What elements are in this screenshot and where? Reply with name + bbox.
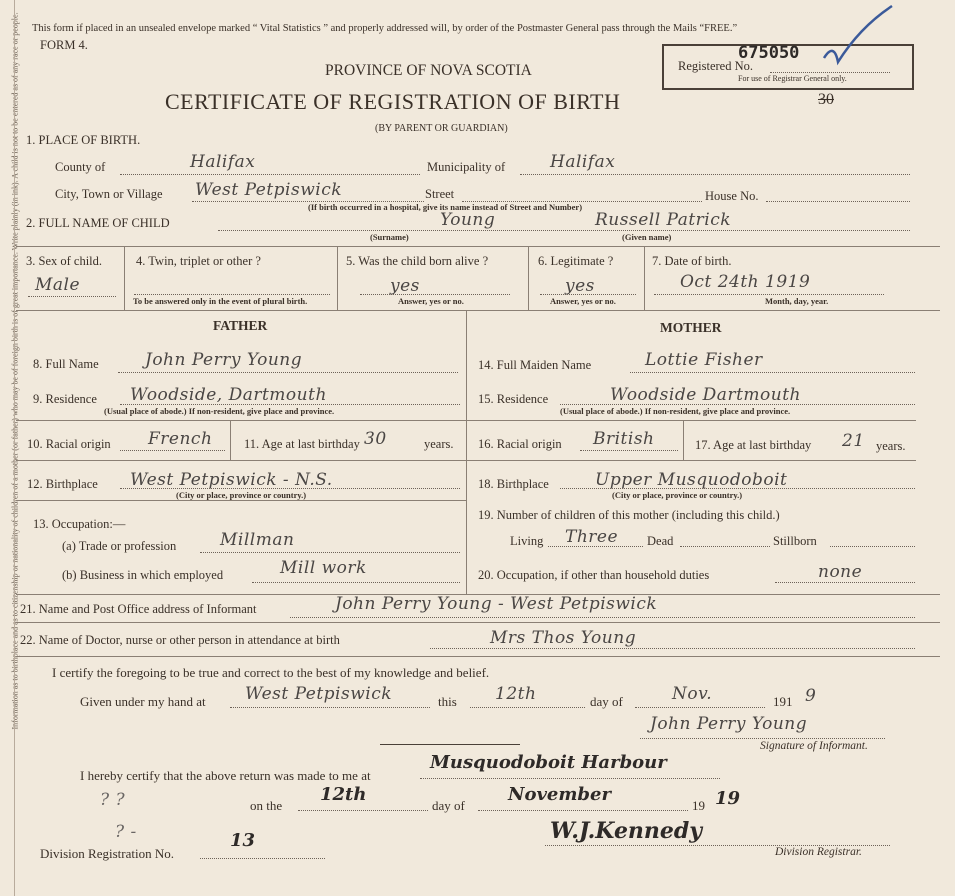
father-age: 30 xyxy=(364,429,387,449)
father-residence-note: (Usual place of abode.) If non-resident, give place and province. xyxy=(104,406,335,416)
registrar-text: I hereby certify that the above return was made to me at xyxy=(80,768,371,783)
child-surname: Young xyxy=(440,210,496,230)
checkmark-icon xyxy=(820,2,895,72)
business-value: Mill work xyxy=(280,558,367,578)
mother-birthplace-label: 18. Birthplace xyxy=(478,477,549,491)
registrar-label: Division Registrar. xyxy=(775,846,862,858)
mother-racial-label: 16. Racial origin xyxy=(478,437,562,451)
father-racial: French xyxy=(148,429,213,449)
municipality-label: Municipality of xyxy=(427,160,506,174)
legitimate-label: 6. Legitimate ? xyxy=(538,254,614,268)
mother-age-years: years. xyxy=(876,439,906,453)
mother-racial: British xyxy=(593,429,655,449)
occupation-label: 13. Occupation:— xyxy=(33,517,126,531)
division-mark: ? - xyxy=(115,822,137,842)
registrar-mark: ? ? xyxy=(100,790,126,810)
given-month: Nov. xyxy=(672,684,713,704)
father-residence-label: 9. Residence xyxy=(33,392,97,406)
father-birthplace: West Petpiswick - N.S. xyxy=(130,470,333,490)
page-title: CERTIFICATE OF REGISTRATION OF BIRTH xyxy=(165,89,621,114)
sex-value: Male xyxy=(35,275,81,295)
given-note: (Given name) xyxy=(622,232,672,242)
given-day-of: day of xyxy=(590,694,623,709)
child-name-label: 2. FULL NAME OF CHILD xyxy=(26,216,170,230)
mother-residence-label: 15. Residence xyxy=(478,392,549,406)
mother-occupation: none xyxy=(818,562,863,582)
date-label: 7. Date of birth. xyxy=(652,254,732,268)
father-birthplace-note: (City or place, province or country.) xyxy=(176,490,307,500)
mother-birthplace: Upper Musquodoboit xyxy=(595,470,788,490)
informant-signature: John Perry Young xyxy=(650,714,808,734)
mother-birthplace-note: (City or place, province or country.) xyxy=(612,490,743,500)
street-label: Street xyxy=(425,187,455,201)
registered-number: 675050 xyxy=(738,43,800,63)
division-label: Division Registration No. xyxy=(40,846,174,861)
county-label: County of xyxy=(55,160,106,174)
given-day: 12th xyxy=(495,684,537,704)
registrar-year-suffix: 19 xyxy=(715,788,741,809)
informant-signature-label: Signature of Informant. xyxy=(760,740,868,752)
sex-label: 3. Sex of child. xyxy=(26,254,103,268)
doctor-value: Mrs Thos Young xyxy=(490,628,637,648)
father-racial-label: 10. Racial origin xyxy=(27,437,111,451)
registrar-signature: W.J.Kennedy xyxy=(550,818,703,844)
given-place: West Petpiswick xyxy=(245,684,393,704)
registrar-on-label: on the xyxy=(250,798,283,813)
twin-note: To be answered only in the event of plural birth. xyxy=(133,296,308,306)
registrar-day-of: day of xyxy=(432,798,465,813)
stillborn-label: Stillborn xyxy=(773,534,817,548)
mother-children-label: 19. Number of children of this mother (including this child.) xyxy=(478,508,780,522)
alive-value: yes xyxy=(390,276,420,296)
informant-value: John Perry Young - West Petpiswick xyxy=(335,594,658,614)
registrar-day: 12th xyxy=(320,784,367,805)
informant-label: 21. Name and Post Office address of Informant xyxy=(20,602,257,616)
twin-label: 4. Twin, triplet or other ? xyxy=(136,254,261,268)
legitimate-value: yes xyxy=(565,276,595,296)
date-value: Oct 24th 1919 xyxy=(680,272,811,292)
struck-number: 30 xyxy=(818,91,834,108)
father-name: John Perry Young xyxy=(145,350,303,370)
father-age-years: years. xyxy=(424,437,454,451)
registered-label: Registered No. xyxy=(678,59,753,73)
city-label: City, Town or Village xyxy=(55,187,163,201)
house-label: House No. xyxy=(705,189,759,203)
county-value: Halifax xyxy=(190,152,256,172)
page-subtitle: (BY PARENT OR GUARDIAN) xyxy=(375,123,508,134)
side-note: Information as to birthplace and as to citizenship or nationality of children of a mother (or father) who may be of foreign birth is of great importance. Write plainly (in ink). A child is not to be entered as of any race or people. xyxy=(10,12,20,730)
mother-residence: Woodside Dartmouth xyxy=(610,385,801,405)
business-label: (b) Business in which employed xyxy=(62,568,224,582)
given-label: Given under my hand at xyxy=(80,694,206,709)
alive-note: Answer, yes or no. xyxy=(398,296,464,306)
trade-label: (a) Trade or profession xyxy=(62,539,177,553)
legitimate-note: Answer, yes or no. xyxy=(550,296,616,306)
form-number: FORM 4. xyxy=(40,38,88,52)
father-name-label: 8. Full Name xyxy=(33,357,99,371)
given-this: this xyxy=(438,694,457,709)
trade-value: Millman xyxy=(220,530,295,550)
alive-label: 5. Was the child born alive ? xyxy=(346,254,489,268)
mother-name: Lottie Fisher xyxy=(645,350,763,370)
living-value: Three xyxy=(565,527,619,547)
mother-age: 21 xyxy=(842,431,865,451)
given-year-digit: 9 xyxy=(805,686,817,706)
surname-note: (Surname) xyxy=(370,232,409,242)
registrar-place: Musquodoboit Harbour xyxy=(430,752,667,773)
father-residence: Woodside, Dartmouth xyxy=(130,385,327,405)
doctor-label: 22. Name of Doctor, nurse or other person in attendance at birth xyxy=(20,633,340,647)
mother-name-label: 14. Full Maiden Name xyxy=(478,358,592,372)
street-note: (If birth occurred in a hospital, give its name instead of Street and Number) xyxy=(308,202,583,212)
father-age-label: 11. Age at last birthday xyxy=(244,437,360,451)
given-year-prefix: 191 xyxy=(773,694,793,709)
child-given-name: Russell Patrick xyxy=(595,210,732,230)
postal-notice: This form if placed in an unsealed envelope marked “ Vital Statistics ” and properly addressed will, by order of the Postmaster General pass through the Mails “FREE.” xyxy=(32,23,738,34)
registrar-month: November xyxy=(508,784,611,805)
municipality-value: Halifax xyxy=(550,152,616,172)
place-of-birth-label: 1. PLACE OF BIRTH. xyxy=(26,133,141,147)
living-label: Living xyxy=(510,534,544,548)
city-value: West Petpiswick xyxy=(195,180,343,200)
division-number: 13 xyxy=(230,830,256,851)
certify-text: I certify the foregoing to be true and correct to the best of my knowledge and belief. xyxy=(52,665,490,680)
registrar-year-prefix: 19 xyxy=(692,798,705,813)
province-title: PROVINCE OF NOVA SCOTIA xyxy=(325,62,532,79)
date-note: Month, day, year. xyxy=(765,296,829,306)
mother-age-label: 17. Age at last birthday xyxy=(695,438,812,452)
mother-residence-note: (Usual place of abode.) If non-resident, give place and province. xyxy=(560,406,791,416)
dead-label: Dead xyxy=(647,534,674,548)
mother-occupation-label: 20. Occupation, if other than household duties xyxy=(478,568,710,582)
father-heading: FATHER xyxy=(213,318,268,333)
father-birthplace-label: 12. Birthplace xyxy=(27,477,98,491)
registered-note: For use of Registrar General only. xyxy=(738,74,847,83)
mother-heading: MOTHER xyxy=(660,320,722,335)
